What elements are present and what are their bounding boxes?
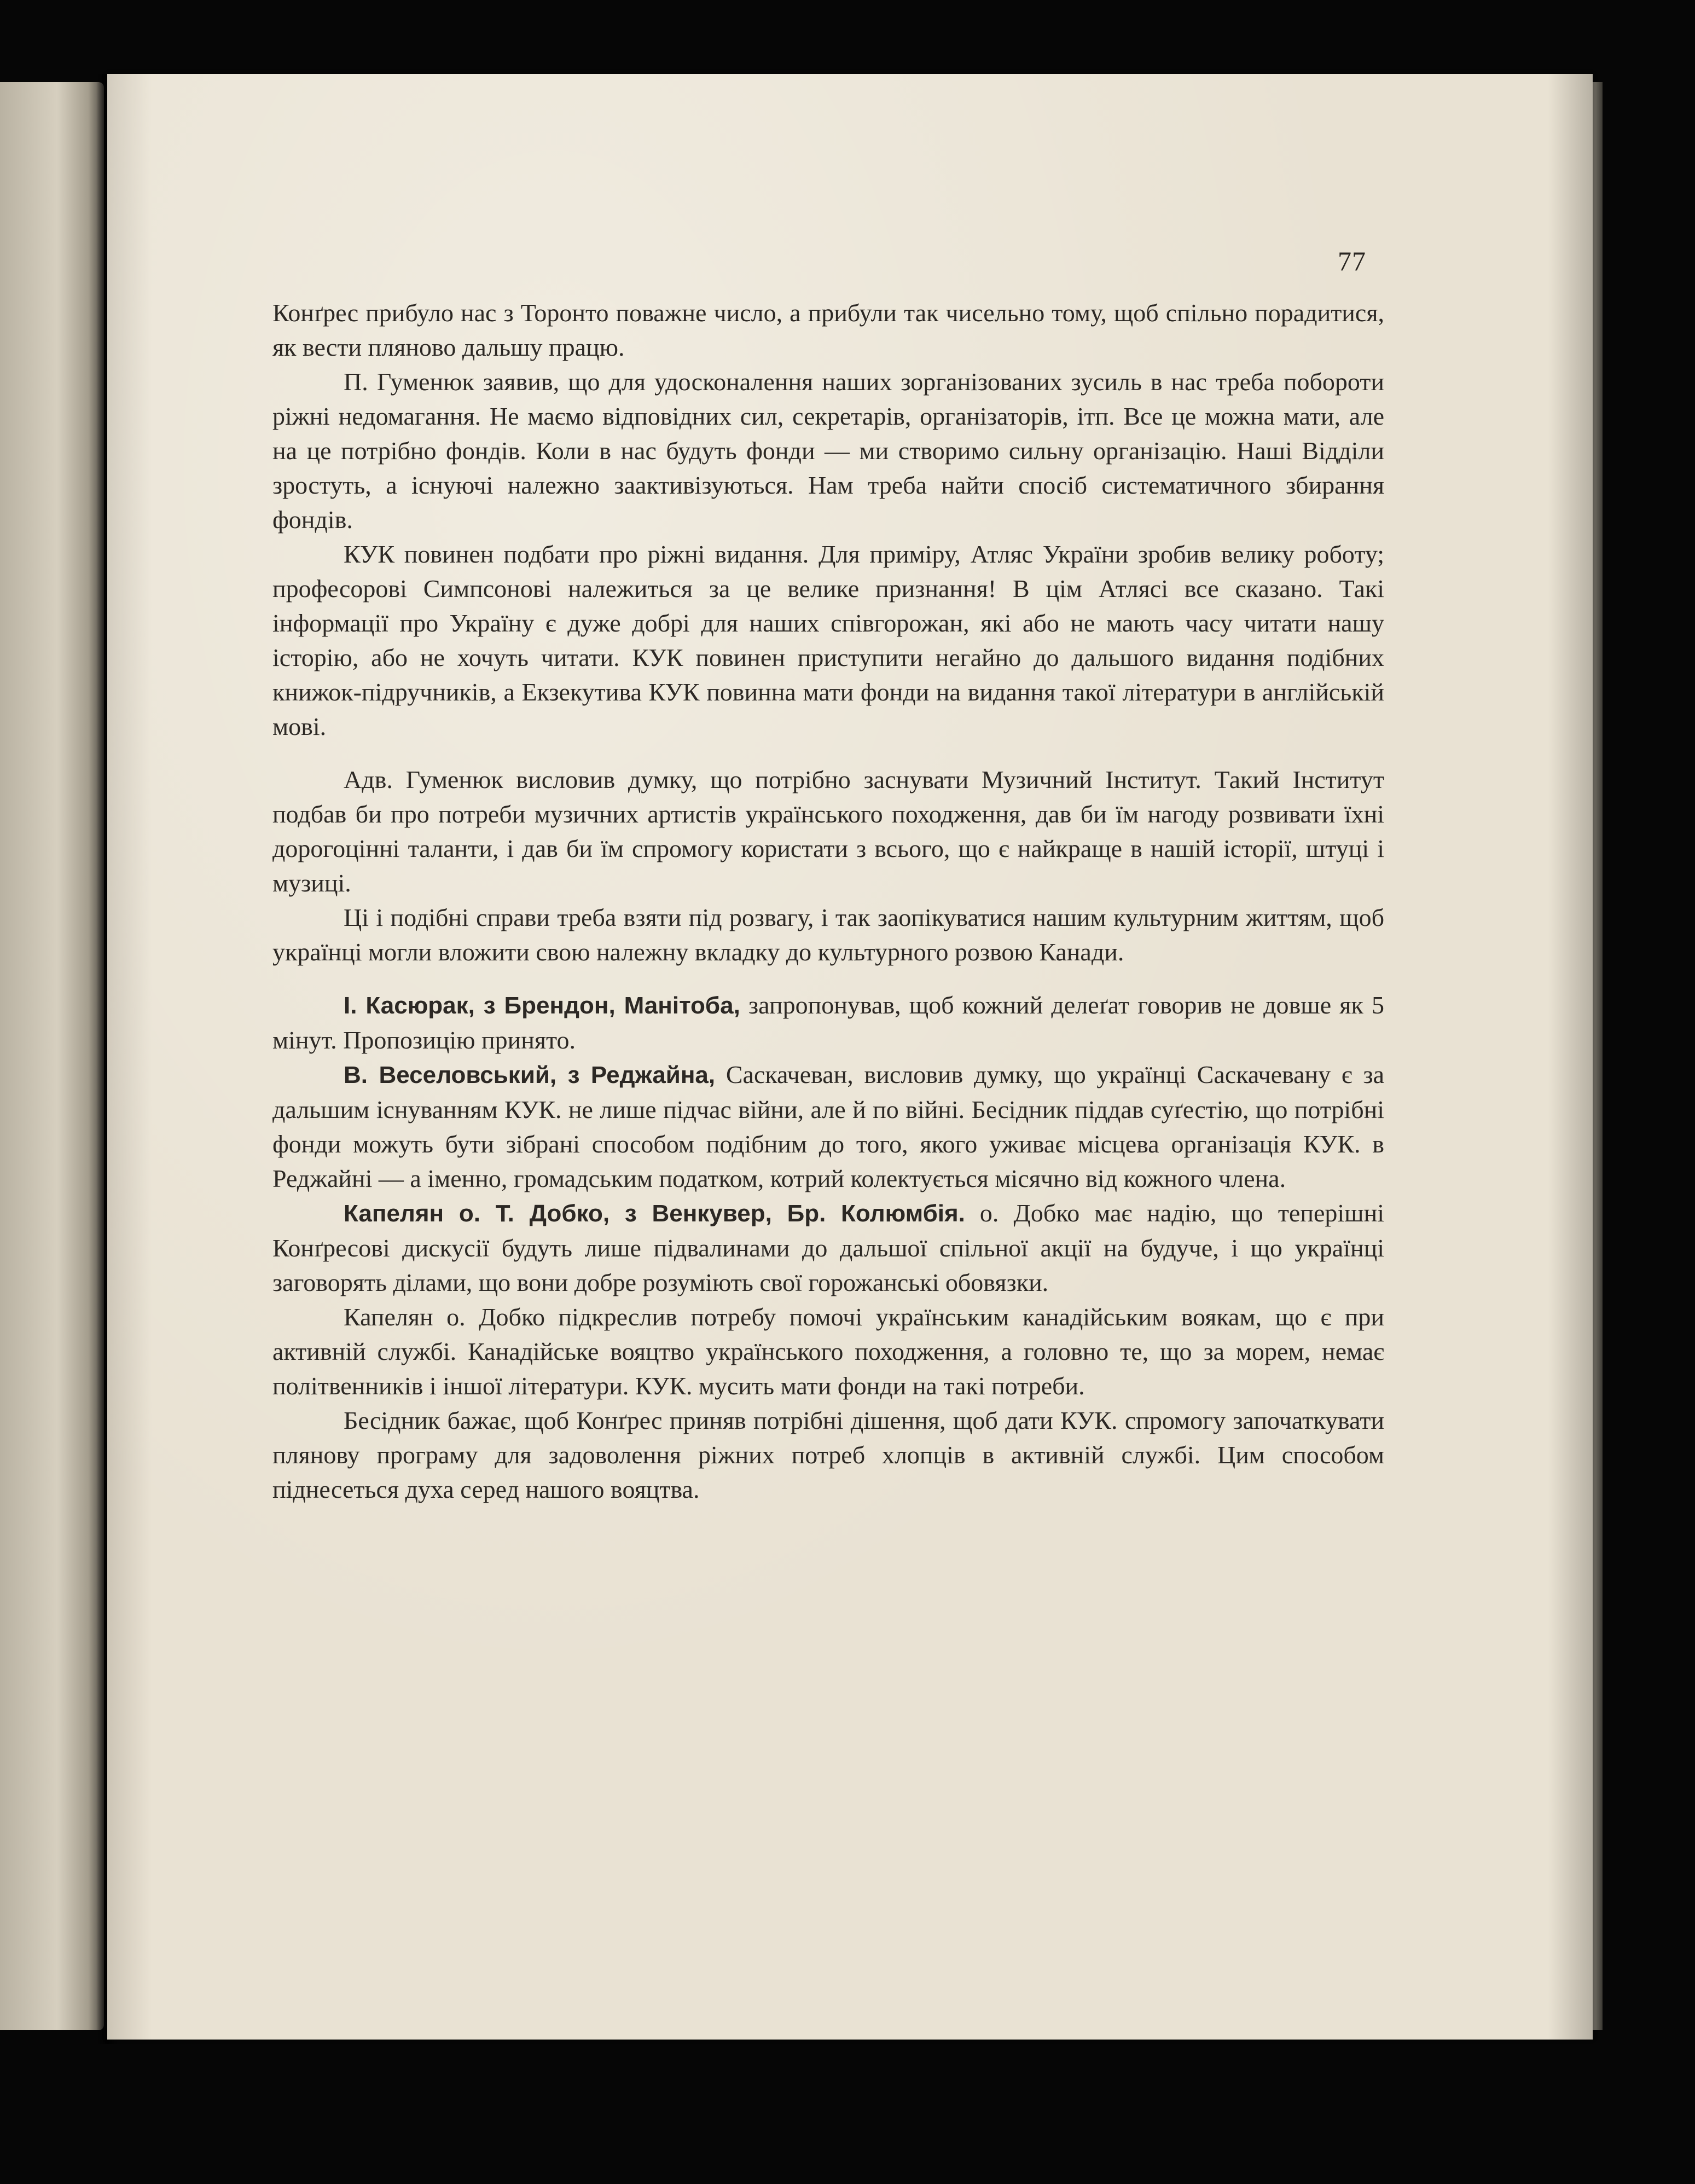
paragraph-6 [272,988,1384,1057]
paragraph-5-text: Ці і подібні справи треба взяти під розвагу, і так заопікуватися нашим культурним життям, щоб українці могли вложити свою належну вкладку до культурного розвою Канади. [272,903,1384,966]
paragraph-9-text: Капелян о. Добко підкреслив потребу помочі українським канадійським воякам, що є при активній службі. Канадійське вояцтво українського походження, а головно те, що за морем, немає політвенників і іншої літератури. КУК. мусить мати фонди на такі потреби. [272,1303,1384,1400]
paragraph-4-text: Адв. Гуменюк висловив думку, що потрібно заснувати Музичний Інститут. Такий Інститут подбав би про потреби музичних артистів українського походження, дав би їм нагоду розвивати їхні дорогоцінні таланти, і дав би їм спромогу користати з всього, що є найкраще в нашій історії, штуці і музиці. [272,766,1384,897]
speaker-name: В. Веселовський, з Реджайна, [344,1062,716,1088]
page-number: 77 [1338,246,1366,276]
paragraph-3-text: КУК повинен подбати про ріжні видання. Для приміру, Атляс України зробив велику роботу; професорові Симпсонові належиться за це велике признання! В цім Атлясі все сказано. Такі інформації про Україну є дуже добрі для наших співгорожан, які або не мають часу читати нашу історію, або не хочуть читати. КУК повинен приступити негайно до дальшого видання подібних книжок-підручників, а Екзекутива КУК повинна мати фонди на видання такої літератури в англійській мові. [272,540,1384,740]
paragraph-10 [272,1403,1384,1507]
paragraph-3 [272,537,1384,744]
page-body-text [272,296,1384,1507]
paragraph-1-text: Конґрес прибуло нас з Торонто поважне число, а прибули так чисельно тому, щоб спільно порадитися, як вести пляново дальшу працю. [272,299,1384,361]
paragraph-6-text: запропонував, щоб кожний делеґат говорив не довше як 5 мінут. Пропозицію принято. [272,991,1384,1054]
paragraph-8 [272,1196,1384,1300]
speaker-name: І. Касюрак, з Брендон, Манітоба, [344,992,740,1019]
speaker-name: Капелян о. Т. Добко, з Венкувер, Бр. Колюмбія. [344,1200,965,1227]
paragraph-4 [272,762,1384,900]
paragraph-7-text: Саскачеван, висловив думку, що українці Саскачевану є за дальшим існуванням КУК. не лише підчас війни, але й по війні. Бесідник піддав суґестію, що потрібні фонди можуть бути зібрані способом подібним до того, якого уживає місцева організація КУК. в Реджайні — а іменно, громадським податком, котрий колектується місячно від кожного члена. [272,1061,1384,1192]
paragraph-10-text: Бесідник бажає, щоб Конґрес приняв потрібні дішення, щоб дати КУК. спромогу започаткувати плянову програму для задоволення ріжних потреб хлопців в активній службі. Цим способом піднесеться духа серед нашого вояцтва. [272,1406,1384,1503]
paragraph-7 [272,1057,1384,1196]
paragraph-1 [272,296,1384,364]
paragraph-8-text: о. Добко має надію, що теперішні Конґресові дискусії будуть лише підвалинами до дальшої спільної акції на будуче, і що українці заговорять ділами, що вони добре розуміють свої горожанські обовязки. [272,1199,1384,1296]
right-page-edge [1593,82,1603,2030]
left-page-edge [0,82,104,2030]
paragraph-2 [272,364,1384,537]
paragraph-9 [272,1300,1384,1403]
paragraph-2-text: П. Гуменюк заявив, що для удосконалення наших зорганізованих зусиль в нас треба побороти ріжні недомагання. Не маємо відповідних сил, секретарів, організаторів, ітп. Все це можна мати, але на це потрібно фондів. Коли в нас будуть фонди — ми створимо сильну організацію. Наші Відділи зростуть, а існуючі належно заактивізуються. Нам треба найти спосіб систематичного збирання фондів. [272,368,1384,534]
paragraph-5 [272,900,1384,969]
